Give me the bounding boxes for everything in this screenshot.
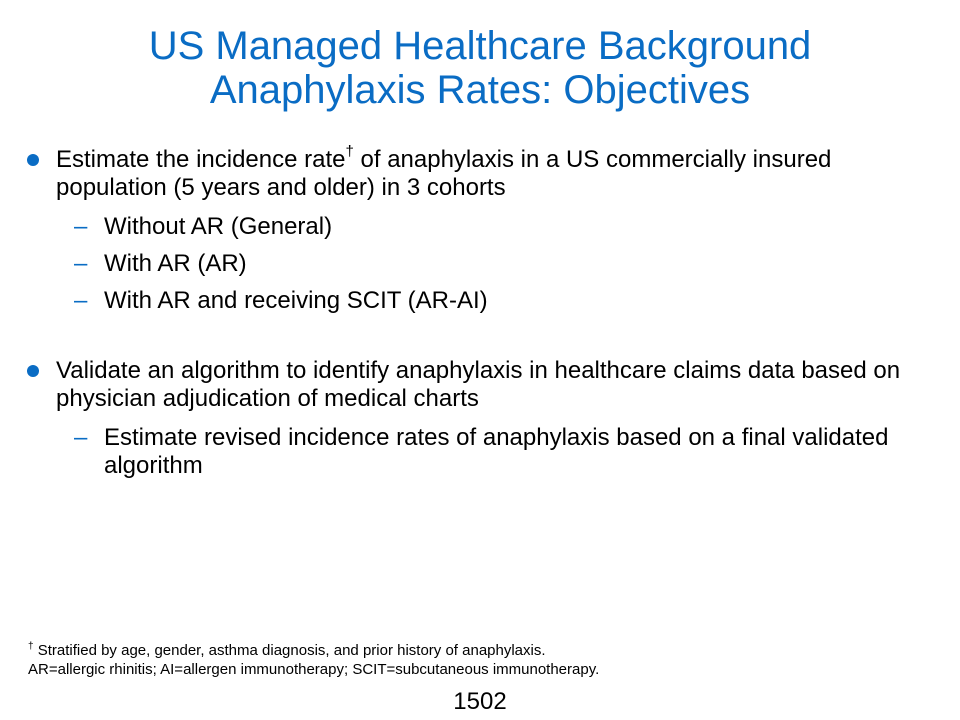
dash-icon: – <box>74 424 88 451</box>
slide-title <box>0 24 960 112</box>
slide-title-line-2: Anaphylaxis Rates: Objectives <box>209 68 751 112</box>
dash-icon: – <box>74 250 88 277</box>
validation-sub-list <box>56 424 924 480</box>
footnotes <box>28 641 599 679</box>
bullet-dot-icon <box>27 154 39 166</box>
dagger-marker: † <box>345 143 354 160</box>
cohort-item-text: With AR (AR) <box>104 250 247 277</box>
objective-1-text-start: Estimate the incidence rate <box>56 146 346 173</box>
footnote-dagger-marker: † <box>28 641 34 652</box>
objectives-list <box>24 143 924 480</box>
footnote-stratification <box>28 641 599 660</box>
cohort-item-text: Without AR (General) <box>104 213 333 240</box>
cohort-item-ar <box>56 250 924 278</box>
cohort-item-ar-ai <box>56 287 924 315</box>
validation-sub-item <box>56 424 924 480</box>
bullet-dot-icon <box>27 365 39 377</box>
page-number: 1502 <box>453 688 507 715</box>
objective-bullet-1 <box>24 143 924 315</box>
cohort-list <box>56 213 924 315</box>
objective-1-text-end: of anaphylaxis in a US commercially insured population (5 years and older) in 3 cohorts <box>56 146 832 201</box>
slide-title-line-1: US Managed Healthcare Background <box>148 24 812 68</box>
footnote-abbreviations: AR=allergic rhinitis; AI=allergen immunotherapy; SCIT=subcutaneous immunotherapy. <box>28 661 600 678</box>
objective-bullet-2 <box>24 357 924 480</box>
dash-icon: – <box>74 287 88 314</box>
cohort-item-text: With AR and receiving SCIT (AR-AI) <box>104 287 488 314</box>
validation-sub-item-text: Estimate revised incidence rates of anaphylaxis based on a final validated algorithm <box>104 424 889 479</box>
cohort-item-general <box>56 213 924 241</box>
footnote-stratification-text: Stratified by age, gender, asthma diagnosis, and prior history of anaphylaxis. <box>33 642 546 659</box>
dash-icon: – <box>74 213 88 240</box>
objective-2-text: Validate an algorithm to identify anaphylaxis in healthcare claims data based on physician adjudication of medical charts <box>56 357 901 412</box>
